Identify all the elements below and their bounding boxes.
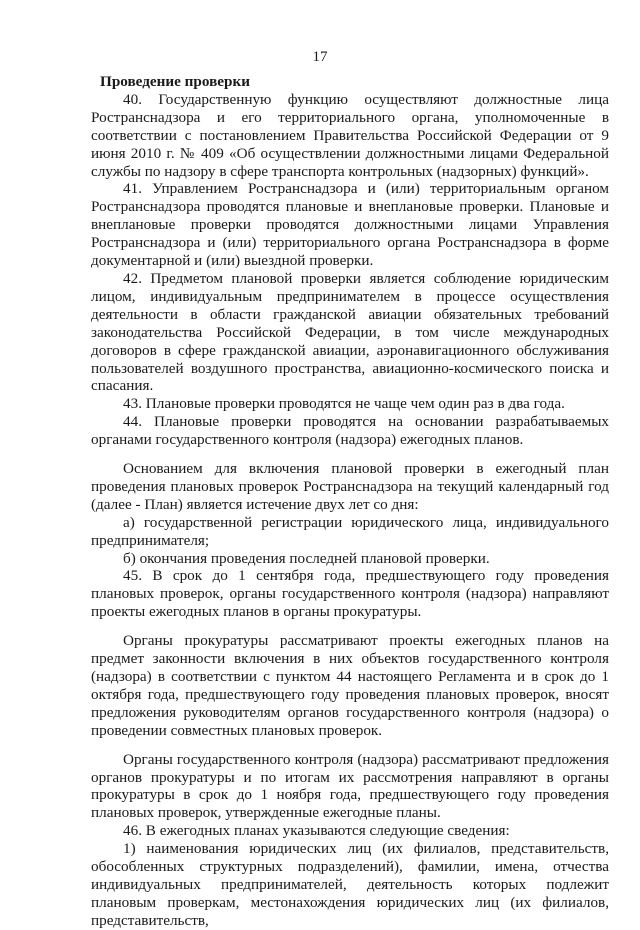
paragraph-44-basis: Основанием для включения плановой проверки в ежегодный план проведения плановых проверок Ространснадзора на текущий календарный год (далее - План) является истечение двух лет со дня: — [91, 460, 609, 513]
paragraph-45: 45. В срок до 1 сентября года, предшествующего году проведения плановых проверок, органы государственного контроля (надзора) направляют проекты ежегодных планов в органы прокуратуры. — [91, 567, 609, 621]
section-title: Проведение проверки — [100, 73, 250, 90]
page-number: 17 — [312, 49, 328, 65]
paragraph-40: 40. Государственную функцию осуществляют должностные лица Ространснадзора и его территориального органа, уполномоченные в соответствии с постановлением Правительства Российской Федерации от 9 июня 2010 г. № 409 «Об осуществлении должностными лицами Федеральной службы по надзору в сфере транспорта контрольных (надзорных) функций». — [91, 90, 609, 180]
paragraph-44: 44. Плановые проверки проводятся на основании разрабатываемых органами государственного контроля (надзора) ежегодных планов. — [91, 413, 609, 449]
list-item-a: а) государственной регистрации юридического лица, индивидуального предпринимателя; — [91, 513, 609, 549]
paragraph-46: 46. В ежегодных планах указываются следующие сведения: — [123, 822, 510, 840]
list-item-b: б) окончания проведения последней плановой проверки. — [123, 549, 490, 567]
paragraph-43: 43. Плановые проверки проводятся не чаще чем один раз в два года. — [123, 395, 565, 413]
document-body — [91, 73, 609, 930]
paragraph-45-prosecution: Органы прокуратуры рассматривают проекты ежегодных планов на предмет законности включения в них объектов государственного контроля (надзора) в соответствии с пунктом 44 настоящего Регламента и в срок до 1 октября года, предшествующего году проведения плановых проверок, вносят предложения руководителям органов государственного контроля (надзора) о проведении совместных плановых проверок. — [91, 632, 609, 739]
paragraph-41: 41. Управлением Ространснадзора и (или) территориальным органом Ространснадзора проводятся плановые и внеплановые проверки. Плановые и внеплановые проверки проводятся должностными лицами Управления Ространснадзора и (или) территориального органа Ространснадзора в форме документарной и (или) выездной проверки. — [91, 180, 609, 270]
list-item-1: 1) наименования юридических лиц (их филиалов, представительств, обособленных структурных подразделений), фамилии, имена, отчества индивидуальных предпринимателей, деятельность которых подлежит плановым проверкам, местонахождения юридических лиц (их филиалов, представительств, — [91, 840, 609, 929]
paragraph-42: 42. Предметом плановой проверки является соблюдение юридическим лицом, индивидуальным предпринимателем в процессе осуществления деятельности в области гражданской авиации обязательных требований законодательства Российской Федерации, в том числе международных договоров в сфере гражданской авиации, аэронавигационного обслуживания пользователей воздушного пространства, авиационно-космического поиска и спасания. — [91, 269, 609, 395]
paragraph-45-control-bodies: Органы государственного контроля (надзора) рассматривают предложения органов прокуратуры и по итогам их рассмотрения направляют в органы прокуратуры в срок до 1 ноября года, предшествующего году проведения плановых проверок, утвержденные ежегодные планы. — [91, 750, 609, 822]
